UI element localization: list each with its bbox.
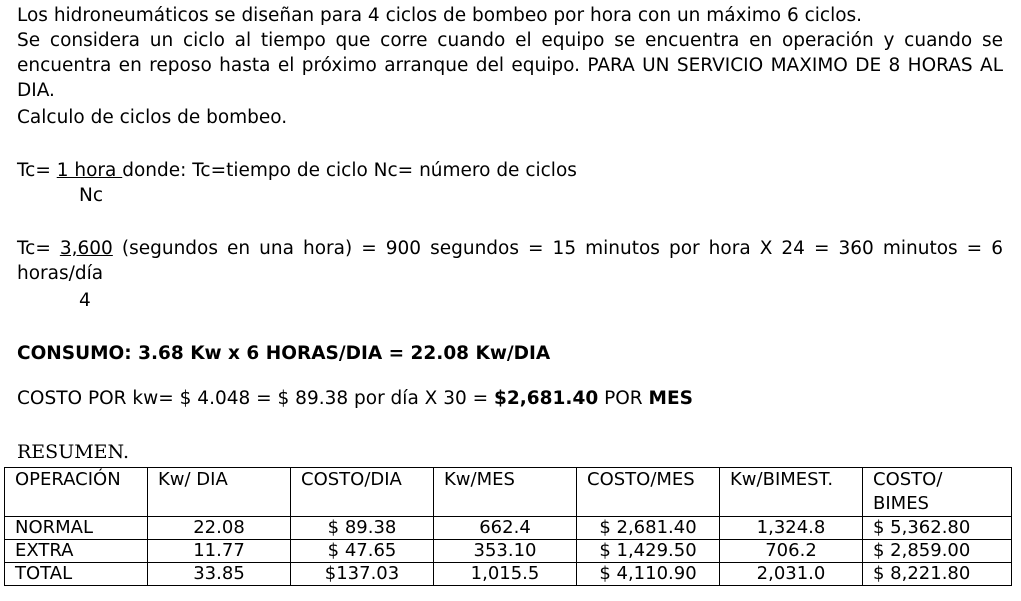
cell-costo-bimes: $ 5,362.80 [863, 517, 1012, 540]
cell-costo-mes: $ 2,681.40 [577, 517, 720, 540]
cell-kw-dia: 22.08 [148, 517, 291, 540]
row-label: EXTRA [5, 540, 148, 563]
cell-costo-bimes: $ 2,859.00 [863, 540, 1012, 563]
formula-2-denominator: 4 [79, 290, 91, 311]
header-operacion: OPERACIÓN [5, 468, 148, 517]
formula-2-line [17, 236, 1003, 286]
costo-line [17, 386, 693, 411]
costo-unit: MES [648, 388, 693, 409]
cell-kw-mes: 353.10 [434, 540, 577, 563]
table-row [5, 563, 1012, 586]
cell-kw-bimest: 706.2 [720, 540, 863, 563]
formula-1-line [17, 158, 577, 183]
cell-kw-bimest: 1,324.8 [720, 517, 863, 540]
formula-2-rest: (segundos en una hora) = 900 segundos = 15 minutos por hora X 24 = 360 minutos = 6 horas/día [17, 238, 1003, 284]
intro-line-1: Los hidroneumáticos se diseñan para 4 ciclos de bombeo por hora con un máximo 6 ciclos. [17, 5, 863, 26]
header-costo-dia: COSTO/DIA [291, 468, 434, 517]
cell-costo-dia: $ 47.65 [291, 540, 434, 563]
intro-paragraph-2: Se considera un ciclo al tiempo que corre cuando el equipo se encuentra en operación y cuando se encuentra en reposo hasta el próximo arranque del equipo. PARA UN SERVICIO MAXIMO DE 8 HORAS AL DIA. [17, 30, 1003, 101]
header-costo-mes: COSTO/MES [577, 468, 720, 517]
cell-kw-bimest: 2,031.0 [720, 563, 863, 586]
formula-1-lhs: Tc= [17, 160, 57, 181]
formula-1-denominator: Nc [79, 185, 104, 206]
cell-kw-mes: 662.4 [434, 517, 577, 540]
table-row [5, 540, 1012, 563]
formula-1-numerator: 1 hora [56, 160, 123, 181]
row-label: NORMAL [5, 517, 148, 540]
intro-line-3: Calculo de ciclos de bombeo. [17, 107, 288, 128]
cell-kw-dia: 11.77 [148, 540, 291, 563]
cell-costo-dia: $ 89.38 [291, 517, 434, 540]
resumen-title: RESUMEN. [17, 441, 129, 463]
formula-2-numerator: 3,600 [59, 238, 113, 259]
costo-middle: POR [598, 388, 649, 409]
header-costo-bimes: COSTO/ BIMES [863, 468, 1012, 517]
formula-2-lhs: Tc= [17, 238, 60, 259]
costo-prefix: COSTO POR kw= $ 4.048 = $ 89.38 por día X 30 = [17, 388, 495, 409]
header-kw-bimest: Kw/BIMEST. [720, 468, 863, 517]
formula-1-definitions: donde: Tc=tiempo de ciclo Nc= número de ciclos [122, 160, 577, 181]
header-kw-mes: Kw/MES [434, 468, 577, 517]
cell-costo-mes: $ 1,429.50 [577, 540, 720, 563]
summary-header-row [5, 468, 1012, 517]
cell-kw-mes: 1,015.5 [434, 563, 577, 586]
table-row [5, 517, 1012, 540]
header-kw-dia: Kw/ DIA [148, 468, 291, 517]
costo-amount: $2,681.40 [494, 388, 599, 409]
consumo-line: CONSUMO: 3.68 Kw x 6 HORAS/DIA = 22.08 Kw/DIA [17, 343, 551, 364]
cell-costo-bimes: $ 8,221.80 [863, 563, 1012, 586]
cell-kw-dia: 33.85 [148, 563, 291, 586]
summary-table [4, 467, 1012, 586]
row-label: TOTAL [5, 563, 148, 586]
cell-costo-mes: $ 4,110.90 [577, 563, 720, 586]
cell-costo-dia: $137.03 [291, 563, 434, 586]
